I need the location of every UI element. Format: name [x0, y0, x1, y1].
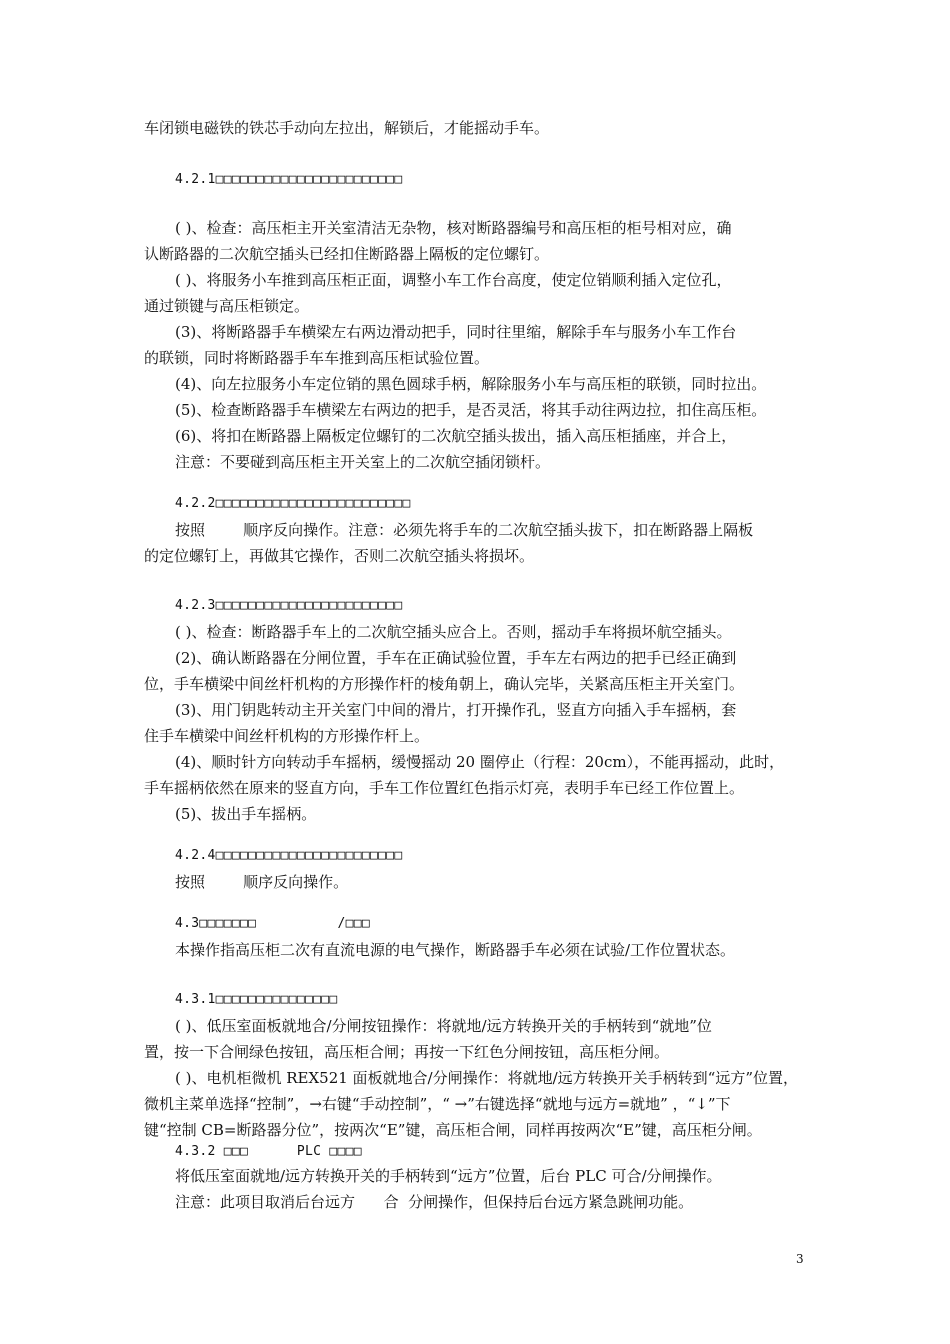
- page-number: 3: [796, 1252, 804, 1266]
- section-heading: 4.2.1□□□□□□□□□□□□□□□□□□□□□□□: [175, 172, 403, 187]
- body-text-line: (3)、用门钥匙转动主开关室门中间的滑片，打开操作孔，竖直方向插入手车摇柄，套: [175, 701, 737, 719]
- body-text-line: 本操作指高压柜二次有直流电源的电气操作，断路器手车必须在试验/工作位置状态。: [175, 941, 736, 959]
- section-heading: 4.2.2□□□□□□□□□□□□□□□□□□□□□□□□: [175, 496, 411, 511]
- body-text-line: (6)、将扣在断路器上隔板定位螺钉的二次航空插头拔出，插入高压柜插座，并合上，: [175, 427, 737, 445]
- body-text-line: (3)、将断路器手车横梁左右两边滑动把手，同时往里缩，解除手车与服务小车工作台: [175, 323, 737, 341]
- body-text-line: 住手车横梁中间丝杆机构的方形操作杆上。: [144, 727, 430, 745]
- body-text-line: 微机主菜单选择“控制”，→右键“手动控制”，“ →”右键选择“就地与远方=就地” ，“↓”下: [144, 1095, 731, 1113]
- body-text-line: 车闭锁电磁铁的铁芯手动向左拉出，解锁后，才能摇动手车。: [144, 119, 550, 137]
- body-text-line: 的定位螺钉上，再做其它操作，否则二次航空插头将损坏。: [144, 547, 535, 565]
- body-text-line: 通过锁键与高压柜锁定。: [144, 297, 310, 315]
- body-text-line: ( )、检查：断路器手车上的二次航空插头应合上。否则，摇动手车将损坏航空插头。: [175, 623, 732, 641]
- section-heading: 4.3□□□□□□□ /□□□: [175, 916, 371, 931]
- body-text-line: 注意：此项目取消后台远方 合 分闸操作，但保持后台远方紧急跳闸功能。: [175, 1193, 694, 1211]
- body-text-line: 将低压室面就地/远方转换开关的手柄转到“远方”位置，后台 PLC 可合/分闸操作。: [175, 1167, 722, 1185]
- body-text-line: (5)、拔出手车摇柄。: [175, 805, 317, 823]
- section-heading: 4.2.4□□□□□□□□□□□□□□□□□□□□□□□: [175, 848, 403, 863]
- body-text-line: ( )、将服务小车推到高压柜正面，调整小车工作台高度，使定位销顺利插入定位孔，: [175, 271, 732, 289]
- body-text-line: ( )、检查：高压柜主开关室清洁无杂物，核对断路器编号和高压柜的柜号相对应，确: [175, 219, 732, 237]
- body-text-line: 注意：不要碰到高压柜主开关室上的二次航空插闭锁杆。: [175, 453, 551, 471]
- body-text-line: 手车摇柄依然在原来的竖直方向，手车工作位置红色指示灯亮，表明手车已经工作位置上。: [144, 779, 745, 797]
- body-text-line: 按照 顺序反向操作。注意：必须先将手车的二次航空插头拔下，扣在断路器上隔板: [175, 521, 754, 539]
- body-text-line: (5)、检查断路器手车横梁左右两边的把手，是否灵活，将其手动往两边拉，扣住高压柜。: [175, 401, 767, 419]
- section-heading: 4.2.3□□□□□□□□□□□□□□□□□□□□□□□: [175, 598, 403, 613]
- body-text-line: (2)、确认断路器在分闸位置，手车在正确试验位置，手车左右两边的把手已经正确到: [175, 649, 737, 667]
- body-text-line: 认断路器的二次航空插头已经扣住断路器上隔板的定位螺钉。: [144, 245, 550, 263]
- body-text-line: (4)、顺时针方向转动手车摇柄，缓慢摇动 20 圈停止（行程：20cm），不能再摇动，此时，: [175, 753, 785, 771]
- body-text-line: 按照 顺序反向操作。: [175, 873, 349, 891]
- body-text-line: 置，按一下合闸绿色按钮，高压柜合闸；再按一下红色分闸按钮，高压柜分闸。: [144, 1043, 670, 1061]
- body-text-line: 位，手车横梁中间丝杆机构的方形操作杆的棱角朝上，确认完毕，关紧高压柜主开关室门。: [144, 675, 745, 693]
- body-text-line: 的联锁，同时将断路器手车车推到高压柜试验位置。: [144, 349, 490, 367]
- body-text-line: 键“控制 CB=断路器分位”，按两次“E”键，高压柜合闸，同样再按两次“E”键，高压柜分闸。: [144, 1121, 762, 1139]
- section-heading: 4.3.2 □□□ PLC □□□□: [175, 1144, 362, 1159]
- body-text-line: ( )、低压室面板就地合/分闸按钮操作：将就地/远方转换开关的手柄转到“就地”位: [175, 1017, 712, 1035]
- body-text-line: (4)、向左拉服务小车定位销的黑色圆球手柄，解除服务小车与高压柜的联锁，同时拉出。: [175, 375, 767, 393]
- body-text-line: ( )、电机柜微机 REX521 面板就地合/分闸操作：将就地/远方转换开关手柄转到“远方”位置，: [175, 1069, 799, 1087]
- section-heading: 4.3.1□□□□□□□□□□□□□□□: [175, 992, 338, 1007]
